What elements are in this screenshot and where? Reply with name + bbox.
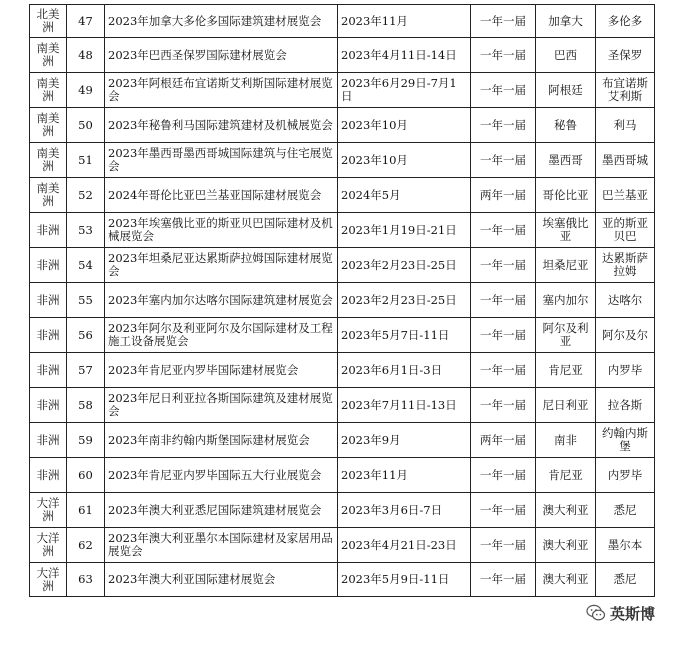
table-row	[30, 388, 655, 423]
city-cell: 亚的斯亚贝巴	[596, 213, 655, 248]
frequency-cell: 一年一届	[471, 38, 536, 73]
city-cell: 约翰内斯堡	[596, 423, 655, 458]
date-cell: 2023年2月23日-25日	[338, 283, 471, 318]
table-row	[30, 143, 655, 178]
country-cell: 墨西哥	[536, 143, 596, 178]
frequency-cell: 一年一届	[471, 458, 536, 493]
continent-cell: 大洋洲	[30, 493, 67, 528]
frequency-cell: 两年一届	[471, 423, 536, 458]
city-cell: 多伦多	[596, 5, 655, 38]
continent-cell: 非洲	[30, 318, 67, 353]
frequency-cell: 一年一届	[471, 5, 536, 38]
number-cell: 50	[67, 108, 105, 143]
city-cell: 墨西哥城	[596, 143, 655, 178]
city-cell: 巴兰基亚	[596, 178, 655, 213]
country-cell: 肯尼亚	[536, 353, 596, 388]
date-cell: 2023年10月	[338, 143, 471, 178]
continent-cell: 非洲	[30, 423, 67, 458]
table-row	[30, 493, 655, 528]
continent-cell: 南美洲	[30, 178, 67, 213]
number-cell: 59	[67, 423, 105, 458]
date-cell: 2023年6月29日-7月1日	[338, 73, 471, 108]
country-cell: 阿尔及利亚	[536, 318, 596, 353]
exhibition-name-cell: 2023年肯尼亚内罗毕国际五大行业展览会	[105, 458, 338, 493]
frequency-cell: 一年一届	[471, 563, 536, 597]
city-cell: 圣保罗	[596, 38, 655, 73]
continent-cell: 大洋洲	[30, 563, 67, 597]
number-cell: 54	[67, 248, 105, 283]
continent-cell: 非洲	[30, 353, 67, 388]
exhibition-name-cell: 2023年巴西圣保罗国际建材展览会	[105, 38, 338, 73]
number-cell: 62	[67, 528, 105, 563]
date-cell: 2023年1月19日-21日	[338, 213, 471, 248]
continent-cell: 非洲	[30, 388, 67, 423]
date-cell: 2023年2月23日-25日	[338, 248, 471, 283]
table-row	[30, 73, 655, 108]
number-cell: 61	[67, 493, 105, 528]
frequency-cell: 一年一届	[471, 108, 536, 143]
number-cell: 56	[67, 318, 105, 353]
date-cell: 2023年5月7日-11日	[338, 318, 471, 353]
number-cell: 51	[67, 143, 105, 178]
city-cell: 阿尔及尔	[596, 318, 655, 353]
watermark-text: 英斯博	[610, 604, 656, 623]
frequency-cell: 两年一届	[471, 178, 536, 213]
date-cell: 2023年11月	[338, 5, 471, 38]
exhibition-name-cell: 2023年阿尔及利亚阿尔及尔国际建材及工程施工设备展览会	[105, 318, 338, 353]
country-cell: 澳大利亚	[536, 563, 596, 597]
table-row	[30, 528, 655, 563]
table-row	[30, 458, 655, 493]
country-cell: 巴西	[536, 38, 596, 73]
continent-cell: 南美洲	[30, 143, 67, 178]
continent-cell: 南美洲	[30, 73, 67, 108]
date-cell: 2023年5月9日-11日	[338, 563, 471, 597]
date-cell: 2023年4月21日-23日	[338, 528, 471, 563]
country-cell: 澳大利亚	[536, 493, 596, 528]
frequency-cell: 一年一届	[471, 493, 536, 528]
continent-cell: 南美洲	[30, 108, 67, 143]
date-cell: 2023年11月	[338, 458, 471, 493]
country-cell: 埃塞俄比亚	[536, 213, 596, 248]
exhibition-name-cell: 2024年哥伦比亚巴兰基亚国际建材展览会	[105, 178, 338, 213]
number-cell: 57	[67, 353, 105, 388]
exhibition-name-cell: 2023年澳大利亚墨尔本国际建材及家居用品展览会	[105, 528, 338, 563]
country-cell: 哥伦比亚	[536, 178, 596, 213]
city-cell: 悉尼	[596, 563, 655, 597]
city-cell: 内罗毕	[596, 458, 655, 493]
city-cell: 布宜诺斯艾利斯	[596, 73, 655, 108]
table-body	[30, 5, 655, 597]
country-cell: 南非	[536, 423, 596, 458]
city-cell: 墨尔本	[596, 528, 655, 563]
city-cell: 达累斯萨拉姆	[596, 248, 655, 283]
table-row	[30, 38, 655, 73]
table-row	[30, 108, 655, 143]
table-row	[30, 213, 655, 248]
number-cell: 47	[67, 5, 105, 38]
wechat-icon	[586, 603, 606, 623]
city-cell: 拉各斯	[596, 388, 655, 423]
exhibition-name-cell: 2023年澳大利亚国际建材展览会	[105, 563, 338, 597]
country-cell: 加拿大	[536, 5, 596, 38]
exhibition-schedule-table	[29, 4, 655, 597]
date-cell: 2023年7月11日-13日	[338, 388, 471, 423]
exhibition-name-cell: 2023年坦桑尼亚达累斯萨拉姆国际建材展览会	[105, 248, 338, 283]
frequency-cell: 一年一届	[471, 213, 536, 248]
number-cell: 55	[67, 283, 105, 318]
city-cell: 达喀尔	[596, 283, 655, 318]
number-cell: 52	[67, 178, 105, 213]
number-cell: 60	[67, 458, 105, 493]
frequency-cell: 一年一届	[471, 248, 536, 283]
continent-cell: 非洲	[30, 248, 67, 283]
frequency-cell: 一年一届	[471, 283, 536, 318]
frequency-cell: 一年一届	[471, 143, 536, 178]
frequency-cell: 一年一届	[471, 388, 536, 423]
exhibition-name-cell: 2023年塞内加尔达喀尔国际建筑建材展览会	[105, 283, 338, 318]
frequency-cell: 一年一届	[471, 318, 536, 353]
table-row	[30, 248, 655, 283]
table-row	[30, 5, 655, 38]
country-cell: 尼日利亚	[536, 388, 596, 423]
country-cell: 肯尼亚	[536, 458, 596, 493]
date-cell: 2023年4月11日-14日	[338, 38, 471, 73]
exhibition-name-cell: 2023年埃塞俄比亚的斯亚贝巴国际建材及机械展览会	[105, 213, 338, 248]
table-row	[30, 283, 655, 318]
exhibition-name-cell: 2023年墨西哥墨西哥城国际建筑与住宅展览会	[105, 143, 338, 178]
continent-cell: 大洋洲	[30, 528, 67, 563]
exhibition-name-cell: 2023年阿根廷布宜诺斯艾利斯国际建材展览会	[105, 73, 338, 108]
country-cell: 秘鲁	[536, 108, 596, 143]
country-cell: 坦桑尼亚	[536, 248, 596, 283]
table-row	[30, 318, 655, 353]
table-row	[30, 563, 655, 597]
exhibition-name-cell: 2023年澳大利亚悉尼国际建筑建材展览会	[105, 493, 338, 528]
table-row	[30, 178, 655, 213]
exhibition-name-cell: 2023年肯尼亚内罗毕国际建材展览会	[105, 353, 338, 388]
exhibition-name-cell: 2023年加拿大多伦多国际建筑建材展览会	[105, 5, 338, 38]
date-cell: 2023年3月6日-7日	[338, 493, 471, 528]
number-cell: 53	[67, 213, 105, 248]
number-cell: 49	[67, 73, 105, 108]
continent-cell: 非洲	[30, 458, 67, 493]
date-cell: 2023年9月	[338, 423, 471, 458]
frequency-cell: 一年一届	[471, 73, 536, 108]
city-cell: 利马	[596, 108, 655, 143]
continent-cell: 非洲	[30, 213, 67, 248]
continent-cell: 北美洲	[30, 5, 67, 38]
date-cell: 2024年5月	[338, 178, 471, 213]
number-cell: 63	[67, 563, 105, 597]
exhibition-name-cell: 2023年秘鲁利马国际建筑建材及机械展览会	[105, 108, 338, 143]
exhibition-name-cell: 2023年南非约翰内斯堡国际建材展览会	[105, 423, 338, 458]
country-cell: 塞内加尔	[536, 283, 596, 318]
country-cell: 阿根廷	[536, 73, 596, 108]
date-cell: 2023年10月	[338, 108, 471, 143]
table-row	[30, 353, 655, 388]
frequency-cell: 一年一届	[471, 353, 536, 388]
continent-cell: 非洲	[30, 283, 67, 318]
exhibition-name-cell: 2023年尼日利亚拉各斯国际建筑及建材展览会	[105, 388, 338, 423]
table-row	[30, 423, 655, 458]
number-cell: 48	[67, 38, 105, 73]
date-cell: 2023年6月1日-3日	[338, 353, 471, 388]
continent-cell: 南美洲	[30, 38, 67, 73]
city-cell: 悉尼	[596, 493, 655, 528]
number-cell: 58	[67, 388, 105, 423]
city-cell: 内罗毕	[596, 353, 655, 388]
country-cell: 澳大利亚	[536, 528, 596, 563]
frequency-cell: 一年一届	[471, 528, 536, 563]
watermark	[586, 602, 655, 624]
